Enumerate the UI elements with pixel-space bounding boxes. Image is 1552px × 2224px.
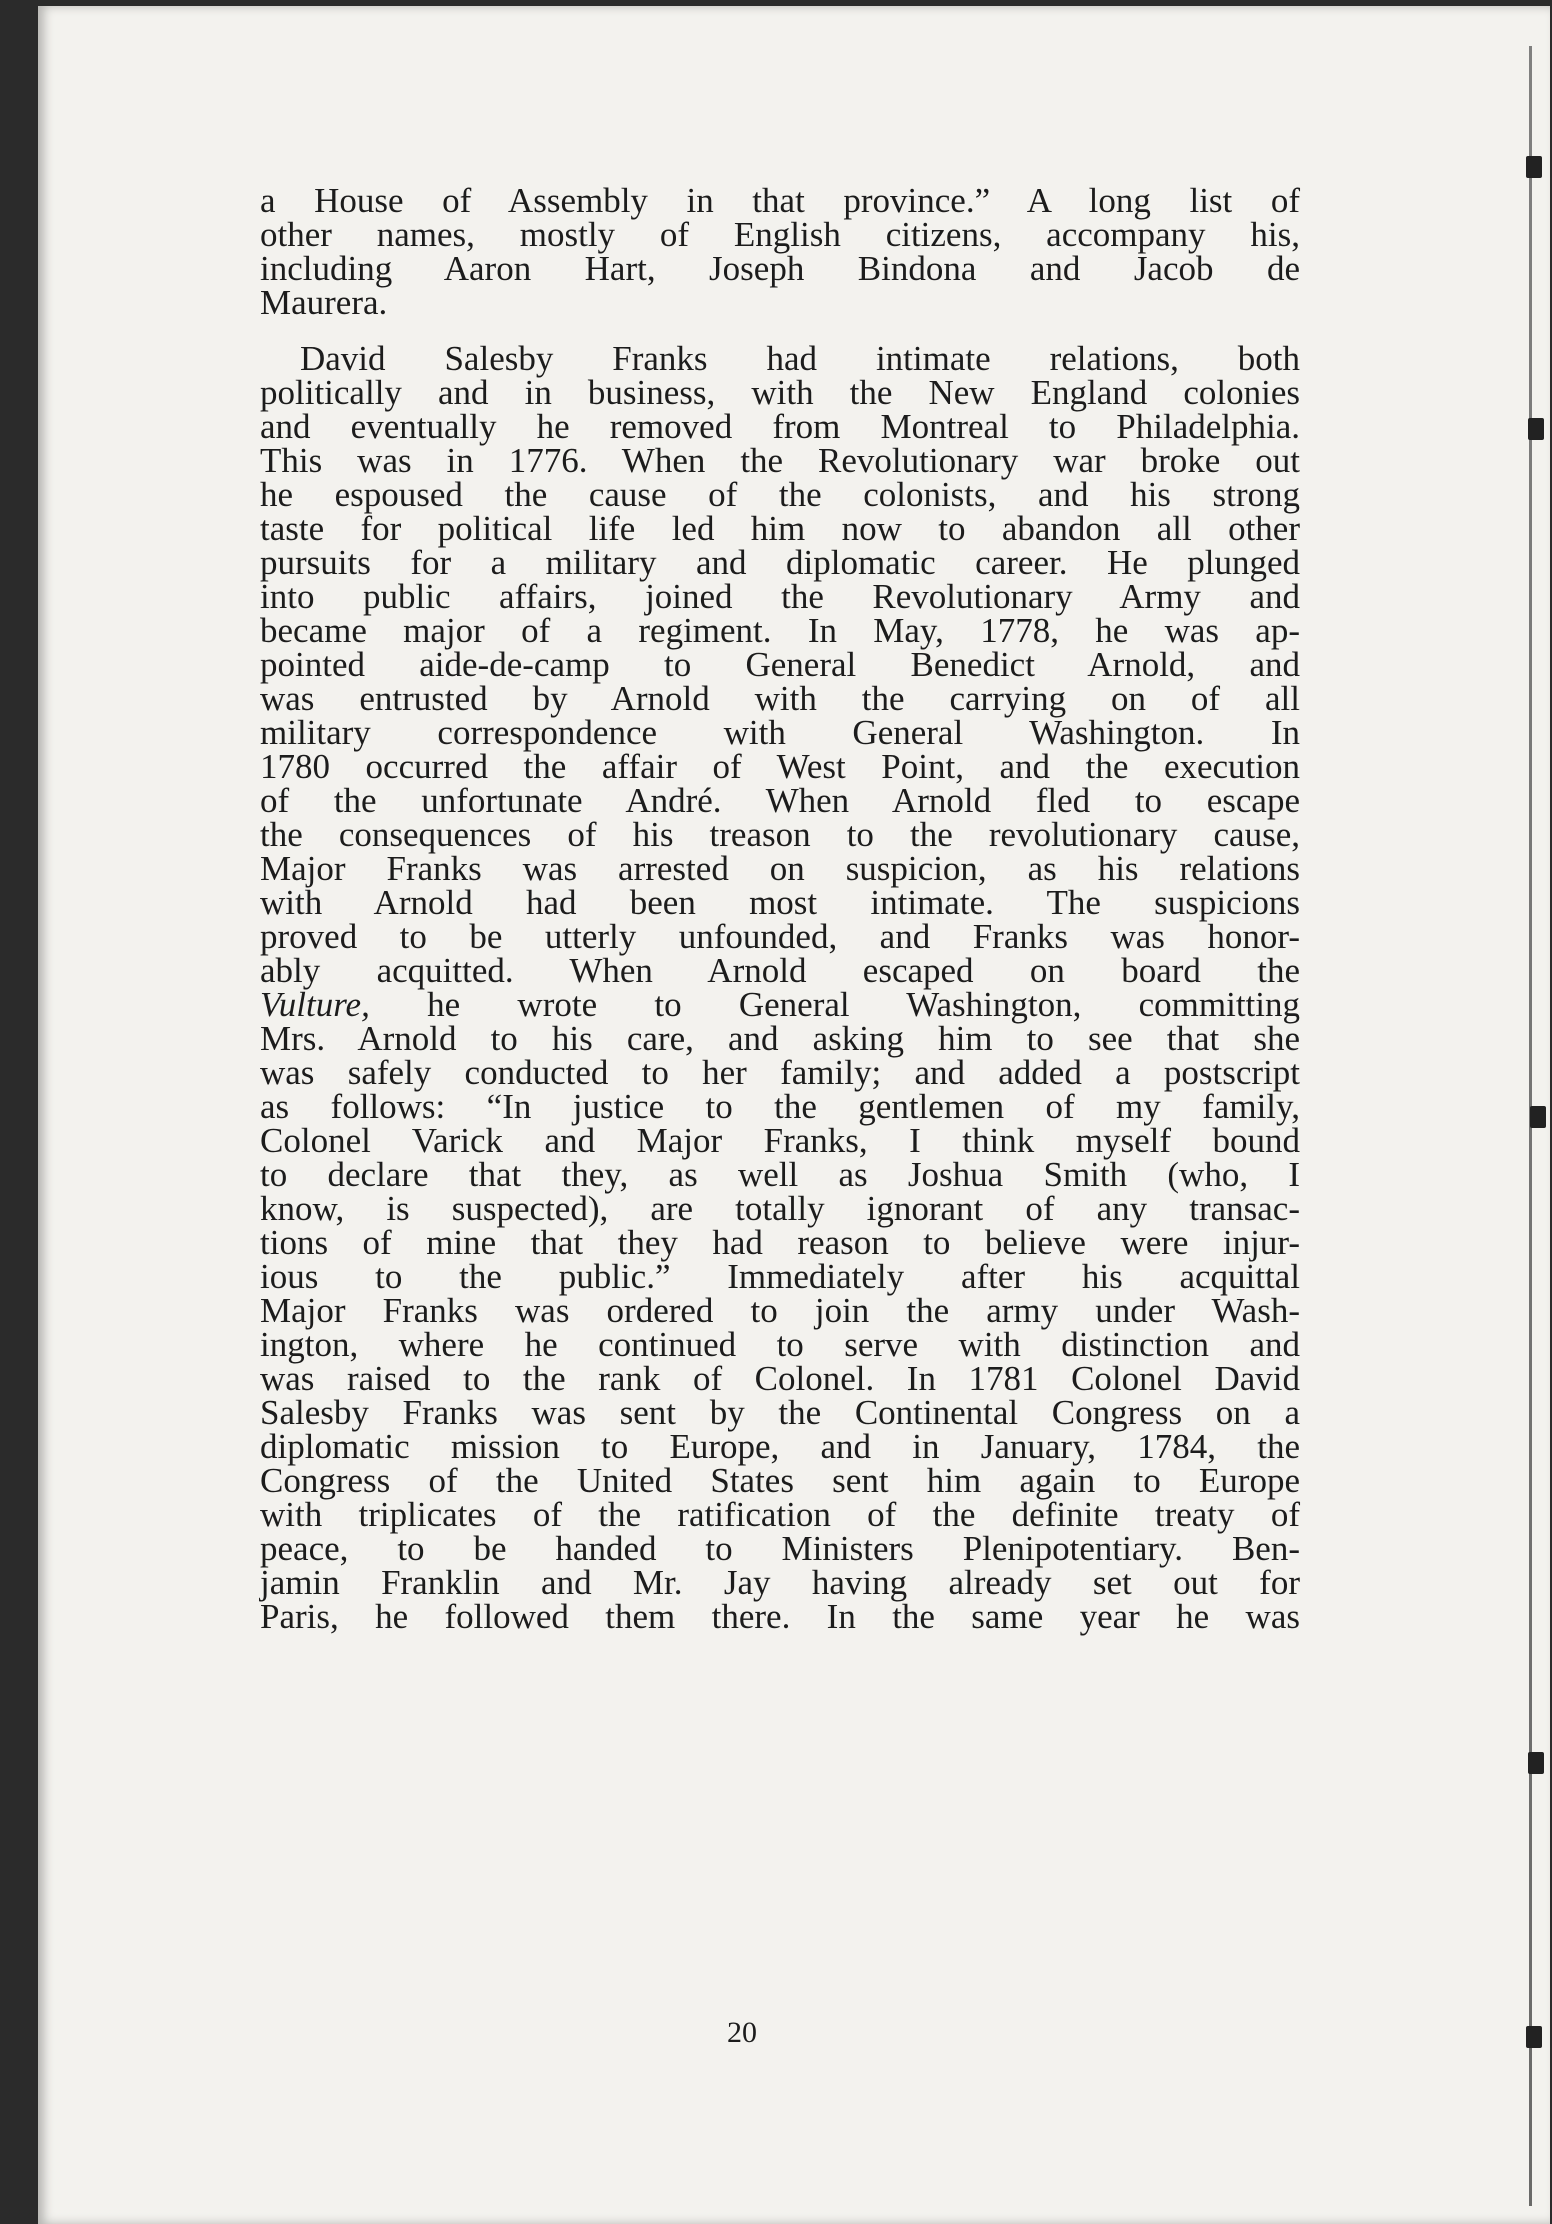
page-number: 20 xyxy=(727,2016,757,2049)
text-line: 1780 occurred the affair of West Point, and the execution xyxy=(260,747,1300,786)
text-line: Colonel Varick and Major Franks, I think myself bound xyxy=(260,1121,1300,1160)
text-line: Salesby Franks was sent by the Continental Congress on a xyxy=(260,1393,1300,1432)
text-line: with triplicates of the ratification of the definite treaty of xyxy=(260,1495,1300,1534)
text-line: ably acquitted. When Arnold escaped on board the xyxy=(260,951,1300,990)
text-line: Mrs. Arnold to his care, and asking him to see that she xyxy=(260,1019,1300,1058)
paragraph-2 xyxy=(260,339,1300,1636)
text-line: diplomatic mission to Europe, and in January, 1784, the xyxy=(260,1427,1300,1466)
text-line: the consequences of his treason to the revolutionary cause, xyxy=(260,815,1300,854)
text-line: military correspondence with General Washington. In xyxy=(260,713,1300,752)
text-line: became major of a regiment. In May, 1778, he was ap- xyxy=(260,611,1300,650)
text-line: ious to the public.” Immediately after his acquittal xyxy=(260,1257,1300,1296)
paragraph-2-part-b xyxy=(260,1019,1300,1636)
text-line: to declare that they, as well as Joshua Smith (who, I xyxy=(260,1155,1300,1194)
text-line: into public affairs, joined the Revolutionary Army and xyxy=(260,577,1300,616)
text-line: he espoused the cause of the colonists, and his strong xyxy=(260,475,1300,514)
text-line: politically and in business, with the New England colonies xyxy=(260,373,1300,412)
text-line: Paris, he followed them there. In the same year he was xyxy=(260,1597,1300,1636)
text-line: was entrusted by Arnold with the carrying on of all xyxy=(260,679,1300,718)
book-page xyxy=(38,6,1550,2224)
text-line: and eventually he removed from Montreal to Philadelphia. xyxy=(260,407,1300,446)
text-line: taste for political life led him now to abandon all other xyxy=(260,509,1300,548)
binding-mark xyxy=(1526,2026,1542,2048)
text-line: other names, mostly of English citizens, accompany his, xyxy=(260,215,1300,254)
text-line: know, is suspected), are totally ignorant of any transac- xyxy=(260,1189,1300,1228)
paragraph-1 xyxy=(260,181,1300,322)
text-line: This was in 1776. When the Revolutionary war broke out xyxy=(260,441,1300,480)
text-line: as follows: “In justice to the gentlemen of my family, xyxy=(260,1087,1300,1126)
text-line: was safely conducted to her family; and added a postscript xyxy=(260,1053,1300,1092)
binding-mark xyxy=(1526,156,1542,178)
text-line-vulture xyxy=(260,985,1300,1024)
text-line: ington, where he continued to serve with distinction and xyxy=(260,1325,1300,1364)
text-line: Major Franks was arrested on suspicion, as his relations xyxy=(260,849,1300,888)
binding-mark xyxy=(1528,418,1544,440)
text-line: proved to be utterly unfounded, and Franks was honor- xyxy=(260,917,1300,956)
text-line: Congress of the United States sent him again to Europe xyxy=(260,1461,1300,1500)
text-line: of the unfortunate André. When Arnold fled to escape xyxy=(260,781,1300,820)
text-line: tions of mine that they had reason to believe were injur- xyxy=(260,1223,1300,1262)
binding-mark xyxy=(1528,1752,1544,1774)
paragraph-2-part-a xyxy=(260,339,1300,990)
text-line: pursuits for a military and diplomatic career. He plunged xyxy=(260,543,1300,582)
body-text xyxy=(260,181,1300,1636)
text-line: jamin Franklin and Mr. Jay having already set out for xyxy=(260,1563,1300,1602)
text-line-rest: he wrote to General Washington, committing xyxy=(369,985,1300,1024)
text-line: pointed aide-de-camp to General Benedict Arnold, and xyxy=(260,645,1300,684)
binding-mark xyxy=(1530,1106,1546,1128)
text-line: David Salesby Franks had intimate relations, both xyxy=(300,339,1300,378)
text-line: was raised to the rank of Colonel. In 1781 Colonel David xyxy=(260,1359,1300,1398)
text-line: with Arnold had been most intimate. The suspicions xyxy=(260,883,1300,922)
text-line: including Aaron Hart, Joseph Bindona and Jacob de xyxy=(260,249,1300,288)
text-line: peace, to be handed to Ministers Plenipotentiary. Ben- xyxy=(260,1529,1300,1568)
vessel-name-italic: Vulture, xyxy=(260,985,370,1024)
text-line: a House of Assembly in that province.” A long list of xyxy=(260,181,1300,220)
text-line: Major Franks was ordered to join the army under Wash- xyxy=(260,1291,1300,1330)
text-line: Maurera. xyxy=(260,283,388,322)
